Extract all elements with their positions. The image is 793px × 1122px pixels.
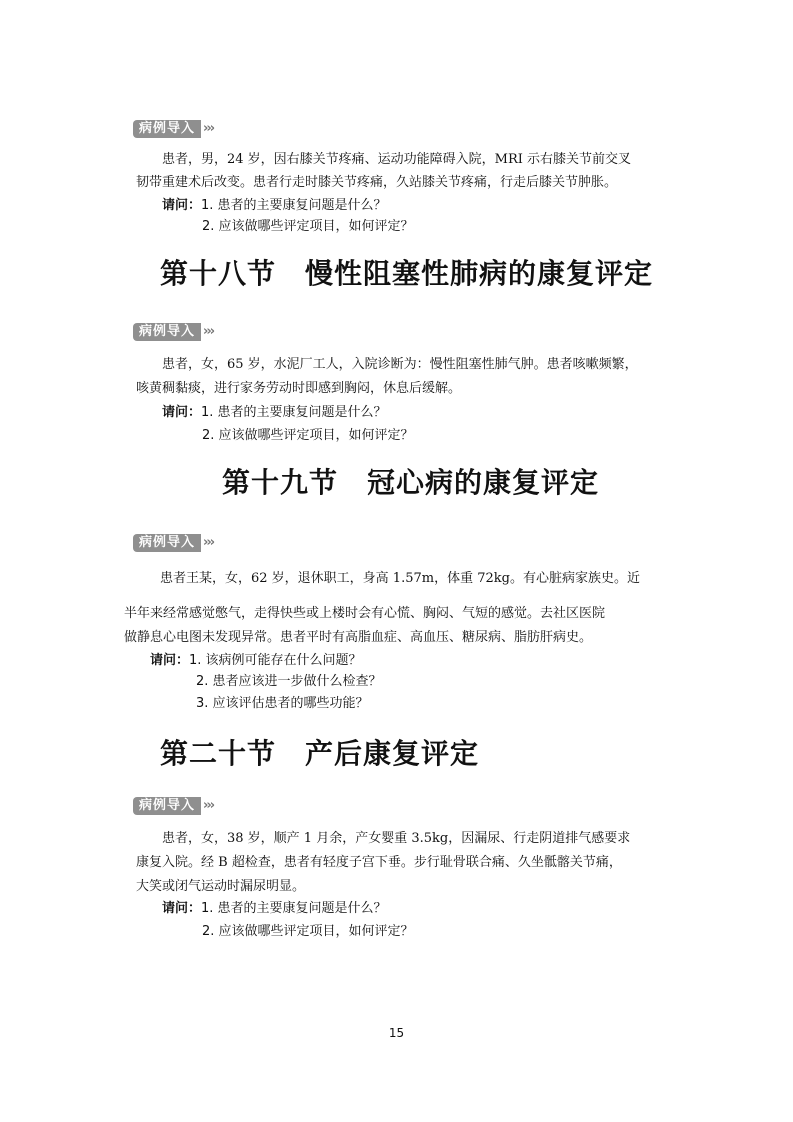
question-line: 2. 患者应该进一步做什么检查？ [196, 674, 382, 689]
case-text-line: 韧带重建术后改变。患者行走时膝关节疼痛，久站膝关节疼痛，行走后膝关节肿胀。 [136, 175, 618, 190]
question-line [162, 898, 387, 919]
question-line: 2. 应该做哪些评定项目，如何评定？ [202, 428, 414, 443]
chevron-right-icon: ››› [203, 535, 214, 550]
case-intro-badge [133, 323, 213, 341]
question-text: 1. 患者的主要康复问题是什么？ [201, 198, 387, 213]
chevron-right-icon: ››› [203, 324, 214, 339]
badge-label: 病例导入 [133, 323, 201, 341]
case-text-line: 患者，男，24 岁，因右膝关节疼痛、运动功能障碍入院，MRI 示右膝关节前交叉 [162, 152, 632, 167]
case-text-line: 康复入院。经 B 超检查，患者有轻度子宫下垂。步行耻骨联合痛、久坐骶髂关节痛， [136, 855, 622, 870]
case-intro-badge [133, 534, 213, 552]
question-line [162, 402, 387, 423]
question-line [150, 650, 362, 671]
ask-label: 请问： [150, 653, 190, 668]
question-text: 1. 患者的主要康复问题是什么？ [201, 901, 387, 916]
question-text: 1. 患者的主要康复问题是什么？ [201, 405, 387, 420]
case-text-line: 半年来经常感觉憋气，走得快些或上楼时会有心慌、胸闷、气短的感觉。去社区医院 [124, 606, 606, 621]
question-line: 2. 应该做哪些评定项目，如何评定？ [202, 219, 414, 234]
badge-label: 病例导入 [133, 797, 201, 815]
case-intro-badge [133, 120, 213, 138]
question-line: 2. 应该做哪些评定项目，如何评定？ [202, 924, 414, 939]
chevron-right-icon: ››› [203, 121, 214, 136]
question-line: 3. 应该评估患者的哪些功能？ [196, 696, 369, 711]
case-text-line: 患者王某，女，62 岁，退休职工，身高 1.57m，体重 72kg。有心脏病家族史。近 [160, 571, 640, 586]
page-number: 15 [388, 1026, 405, 1040]
section-heading: 第十九节 冠心病的康复评定 [222, 466, 600, 499]
case-text-line: 患者，女，38 岁，顺产 1 月余，产女婴重 3.5kg，因漏尿、行走阴道排气感要求 [162, 831, 631, 846]
case-text-line: 患者，女，65 岁，水泥厂工人，入院诊断为：慢性阻塞性肺气肿。患者咳嗽频繁， [162, 357, 638, 372]
case-text-line: 做静息心电图未发现异常。患者平时有高脂血症、高血压、糖尿病、脂肪肝病史。 [124, 630, 593, 645]
section-heading: 第十八节 慢性阻塞性肺病的康复评定 [160, 257, 654, 290]
badge-label: 病例导入 [133, 534, 201, 552]
case-intro-badge [133, 797, 213, 815]
question-line [162, 195, 387, 216]
ask-label: 请问： [162, 198, 202, 213]
ask-label: 请问： [162, 901, 202, 916]
ask-label: 请问： [162, 405, 202, 420]
case-text-line: 咳黄稠黏痰，进行家务劳动时即感到胸闷，休息后缓解。 [136, 381, 462, 396]
badge-label: 病例导入 [133, 120, 201, 138]
chevron-right-icon: ››› [203, 798, 214, 813]
section-heading: 第二十节 产后康复评定 [160, 737, 480, 770]
question-text: 1. 该病例可能存在什么问题？ [189, 653, 362, 668]
case-text-line: 大笑或闭气运动时漏尿明显。 [136, 879, 306, 894]
